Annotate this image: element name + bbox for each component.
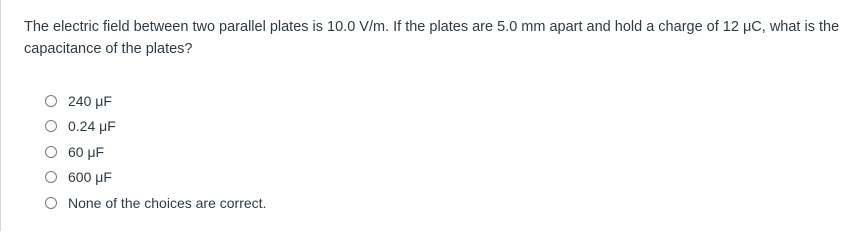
- answer-label: 0.24 μF: [68, 118, 116, 135]
- radio-button[interactable]: [45, 95, 57, 107]
- radio-button[interactable]: [45, 120, 57, 132]
- answer-option-600-uf[interactable]: [45, 165, 266, 191]
- answer-label: 600 μF: [68, 169, 112, 186]
- answer-label: 60 μF: [68, 143, 105, 160]
- question-text: The electric field between two parallel plates is 10.0 V/m. If the plates are 5.0 mm apart and hold a charge of 12 μC, what is the capacitance of the plates?: [24, 19, 840, 57]
- answer-option-none-correct[interactable]: [45, 190, 266, 216]
- answer-option-60-uf[interactable]: [45, 139, 266, 165]
- radio-button[interactable]: [45, 171, 57, 183]
- radio-button[interactable]: [45, 146, 57, 158]
- answer-label: None of the choices are correct.: [68, 194, 267, 211]
- answer-label: 240 μF: [68, 92, 112, 109]
- answer-list: [45, 88, 266, 216]
- answer-option-240-uf[interactable]: [45, 88, 266, 114]
- radio-button[interactable]: [45, 197, 57, 209]
- answer-option-0-24-uf[interactable]: [45, 114, 266, 140]
